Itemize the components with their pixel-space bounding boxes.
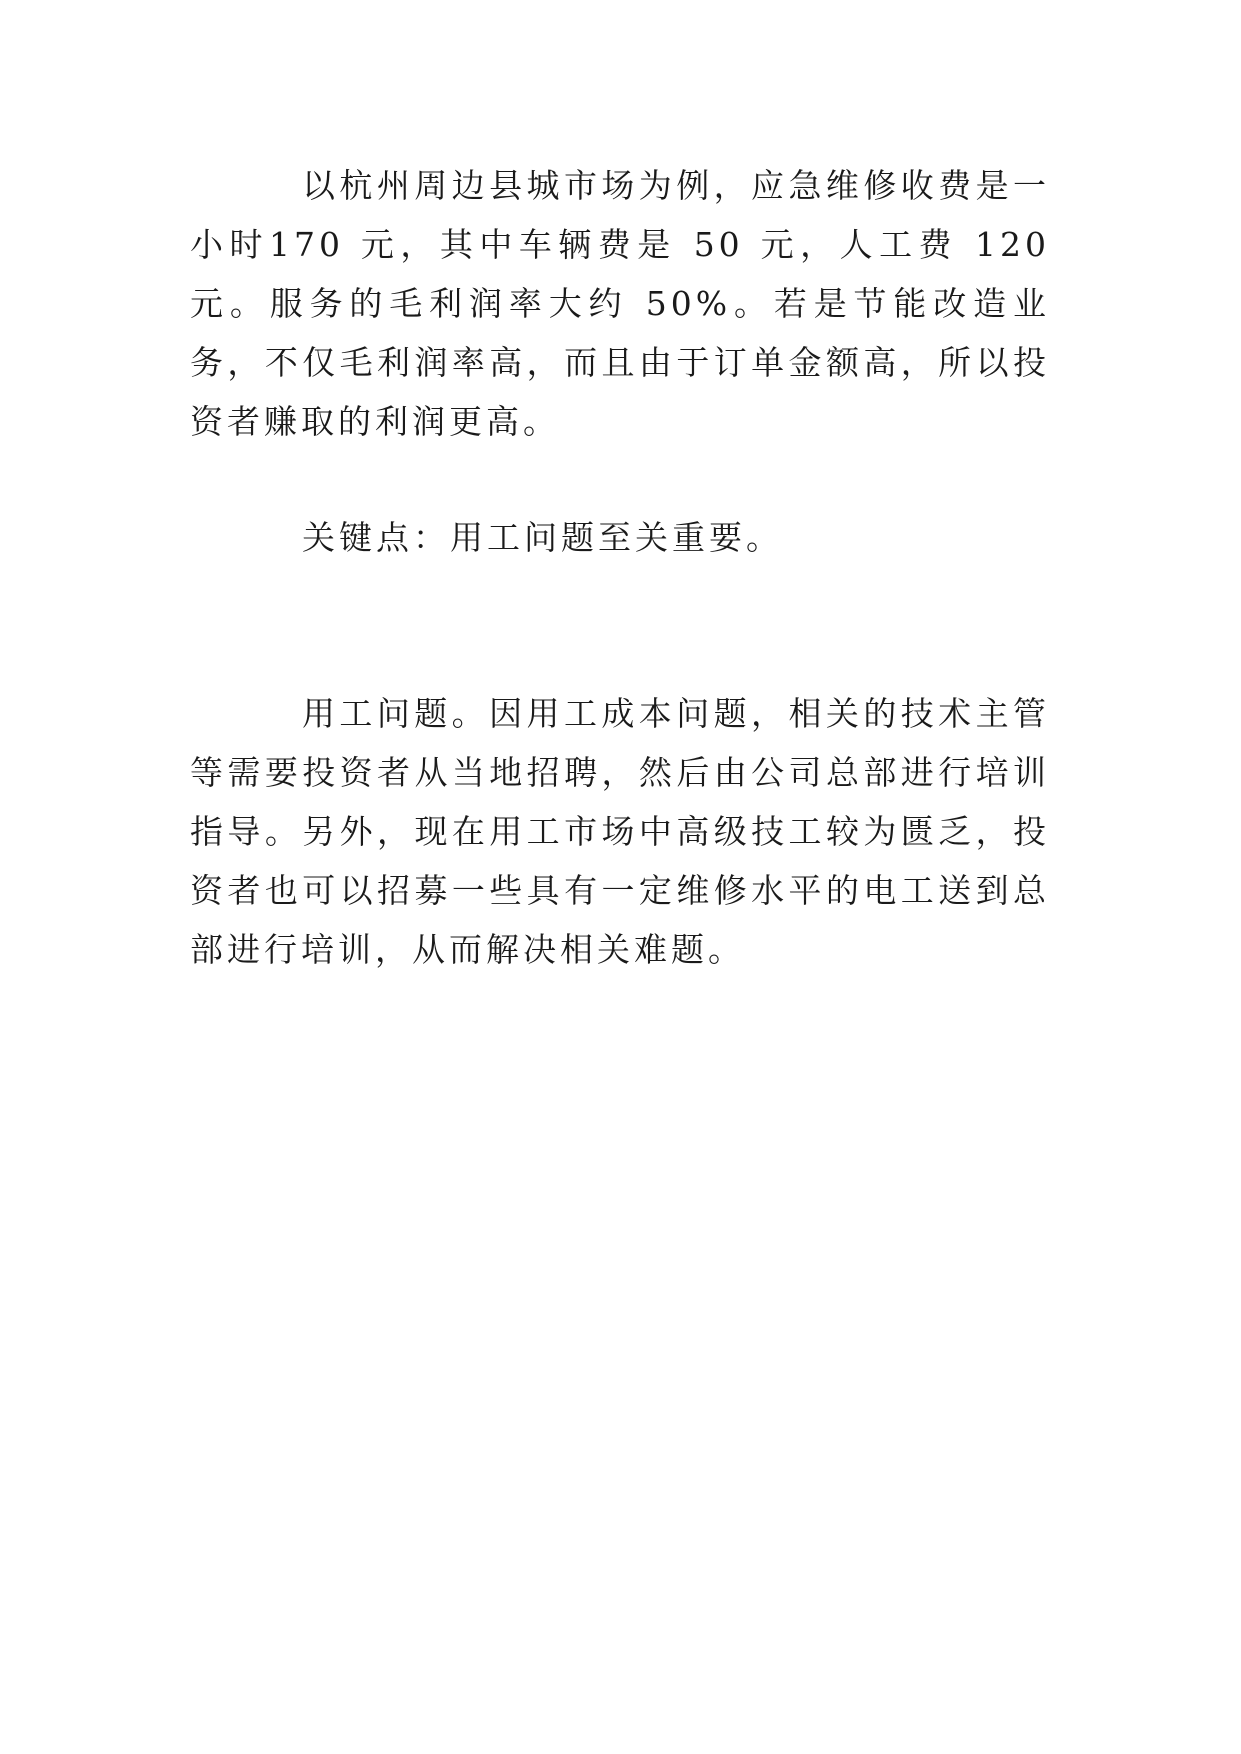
paragraph-emergency-repair-pricing: 以杭州周边县城市场为例，应急维修收费是一小时170 元，其中车辆费是 50 元，人工费 120 元。服务的毛利润率大约 50%。若是节能改造业务，不仅毛利润率高，而且由于订单金额高，所以投资者赚取的利润更高。 (190, 166, 1050, 441)
paragraph-key-point: 关键点：用工问题至关重要。 (302, 518, 783, 557)
paragraph-labor-issue: 用工问题。因用工成本问题，相关的技术主管等需要投资者从当地招聘，然后由公司总部进行培训指导。另外，现在用工市场中高级技工较为匮乏，投资者也可以招募一些具有一定维修水平的电工送到总部进行培训，从而解决相关难题。 (190, 694, 1050, 969)
